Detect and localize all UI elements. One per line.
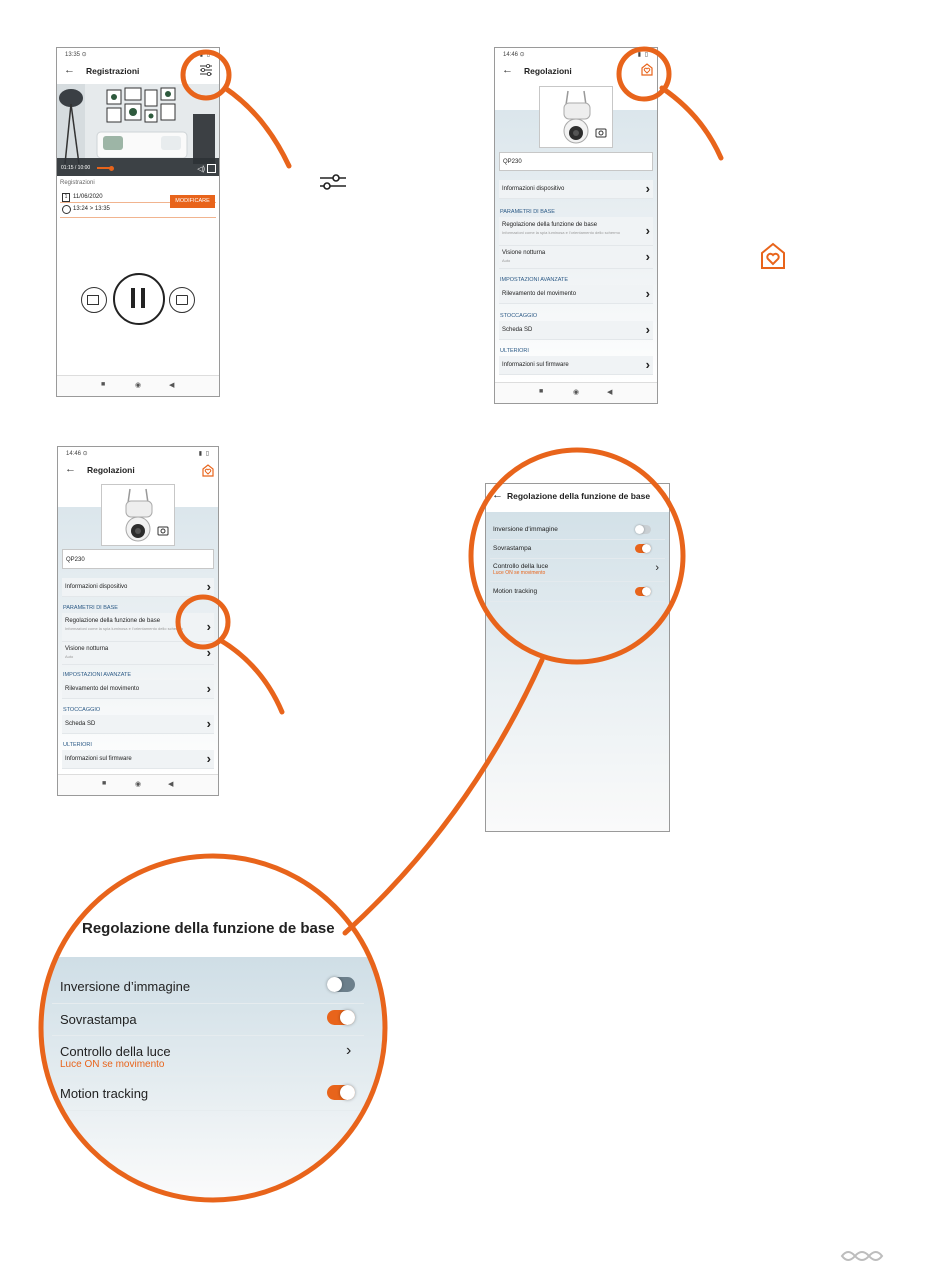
chevron-right-icon: › (645, 223, 650, 238)
zoom-title: Regolazione della funzione de base (82, 920, 335, 937)
section-advanced: IMPOSTAZIONI AVANZATE (500, 277, 569, 283)
status-icons: ▮ ▯ (637, 52, 649, 58)
recents-icon[interactable]: ■ (102, 780, 107, 787)
status-icons: ▮ ▯ (199, 52, 211, 58)
chevron-right-icon: › (206, 645, 211, 660)
firmware-label: Informazioni sul firmware (502, 362, 569, 368)
chevron-right-icon: › (206, 619, 211, 634)
chevron-right-icon: › (655, 562, 659, 574)
motion-tracking-label: Motion tracking (493, 588, 538, 595)
section-more: ULTERIORI (500, 348, 529, 354)
chevron-right-icon: › (645, 181, 650, 196)
night-vision-label: Visione notturna (65, 646, 109, 652)
status-time: 13:35 ⊙ (65, 52, 87, 58)
home-heart-legend-icon (762, 244, 784, 268)
section-basic: PARAMETRI DI BASE (500, 209, 555, 215)
zoom-image-inversion-label: Inversione d’immagine (60, 979, 191, 994)
nav-back-icon[interactable]: ◀ (168, 781, 174, 788)
chevron-right-icon: › (645, 322, 650, 337)
zoom-motion-tracking-label: Motion tracking (60, 1086, 149, 1101)
chevron-right-icon: › (206, 716, 211, 731)
chevron-right-icon: › (645, 249, 650, 264)
recents-icon[interactable]: ■ (539, 388, 544, 395)
motion-detection-label: Rilevamento del movimento (65, 686, 140, 692)
section-storage: STOCCAGGIO (63, 707, 101, 713)
chevron-right-icon: › (346, 1042, 352, 1059)
page-title: Regolazione della funzione de base (507, 491, 651, 501)
basic-function-label: Regolazione della funzione de base (65, 618, 161, 624)
night-vision-label: Visione notturna (502, 250, 546, 256)
chevron-right-icon: › (645, 286, 650, 301)
sd-card-label: Scheda SD (65, 721, 96, 727)
page-title: Regolazioni (87, 465, 135, 475)
recording-time-range: 13:24 > 13:35 (73, 206, 110, 212)
chevron-right-icon: › (206, 681, 211, 696)
night-vision-value: Auto (65, 654, 74, 659)
device-info-label: Informazioni dispositivo (502, 186, 565, 192)
status-time: 14:46 ⊙ (503, 52, 525, 58)
basic-function-desc: Informazioni come la spia luminosa e l'orientamento dello schermo (65, 626, 183, 631)
video-time: 01:15 / 10:00 (61, 165, 91, 171)
recording-date: 11/06/2020 (73, 194, 103, 200)
camera-name: QP230 (503, 159, 522, 165)
chevron-right-icon: › (206, 579, 211, 594)
page-title: Registrazioni (86, 66, 140, 76)
light-control-value: Luce ON se movimento (493, 570, 546, 576)
back-arrow-icon[interactable]: ← (492, 489, 503, 501)
image-inversion-label: Inversione d'immagine (493, 526, 558, 533)
overlay-label: Sovrastampa (493, 545, 532, 552)
back-arrow-icon[interactable]: ← (64, 64, 75, 76)
basic-function-label: Regolazione della funzione de base (502, 222, 598, 228)
recordings-label: Registrazioni (60, 180, 95, 186)
nav-back-icon[interactable]: ◀ (169, 382, 175, 389)
status-icons: ▮ ▯ (198, 451, 210, 457)
motion-detection-label: Rilevamento del movimento (502, 291, 577, 297)
camera-name: QP230 (66, 557, 85, 563)
brand-logo-icon (842, 1252, 882, 1260)
device-info-label: Informazioni dispositivo (65, 584, 128, 590)
firmware-label: Informazioni sul firmware (65, 756, 132, 762)
chevron-right-icon: › (206, 751, 211, 766)
home-icon[interactable]: ◉ (573, 389, 580, 396)
basic-function-desc: Informazioni come la spia luminosa e l'orientamento dello schermo (502, 230, 620, 235)
section-storage: STOCCAGGIO (500, 313, 538, 319)
calendar-icon: 1 (62, 193, 70, 202)
sd-card-label: Scheda SD (502, 327, 533, 333)
zoom-light-control-value: Luce ON se movimento (60, 1059, 165, 1070)
volume-icon[interactable]: ◁) (197, 166, 205, 173)
recents-icon[interactable]: ■ (101, 381, 106, 388)
back-arrow-icon[interactable]: ← (65, 463, 76, 475)
nav-back-icon[interactable]: ◀ (607, 389, 613, 396)
page-title: Regolazioni (524, 66, 572, 76)
section-basic: PARAMETRI DI BASE (63, 605, 118, 611)
edit-button[interactable]: MODIFICARE (170, 195, 215, 208)
section-advanced: IMPOSTAZIONI AVANZATE (63, 672, 132, 678)
night-vision-value: Auto (502, 258, 511, 263)
zoom-overlay-label: Sovrastampa (60, 1012, 137, 1027)
light-control-label: Controllo della luce (493, 563, 549, 570)
home-icon[interactable]: ◉ (135, 781, 142, 788)
status-time: 14:46 ⊙ (66, 451, 88, 457)
section-more: ULTERIORI (63, 742, 92, 748)
home-icon[interactable]: ◉ (135, 382, 142, 389)
chevron-right-icon: › (645, 357, 650, 372)
zoom-light-control-label: Controllo della luce (60, 1044, 171, 1059)
back-arrow-icon[interactable]: ← (502, 64, 513, 76)
sliders-legend-icon (320, 175, 346, 189)
